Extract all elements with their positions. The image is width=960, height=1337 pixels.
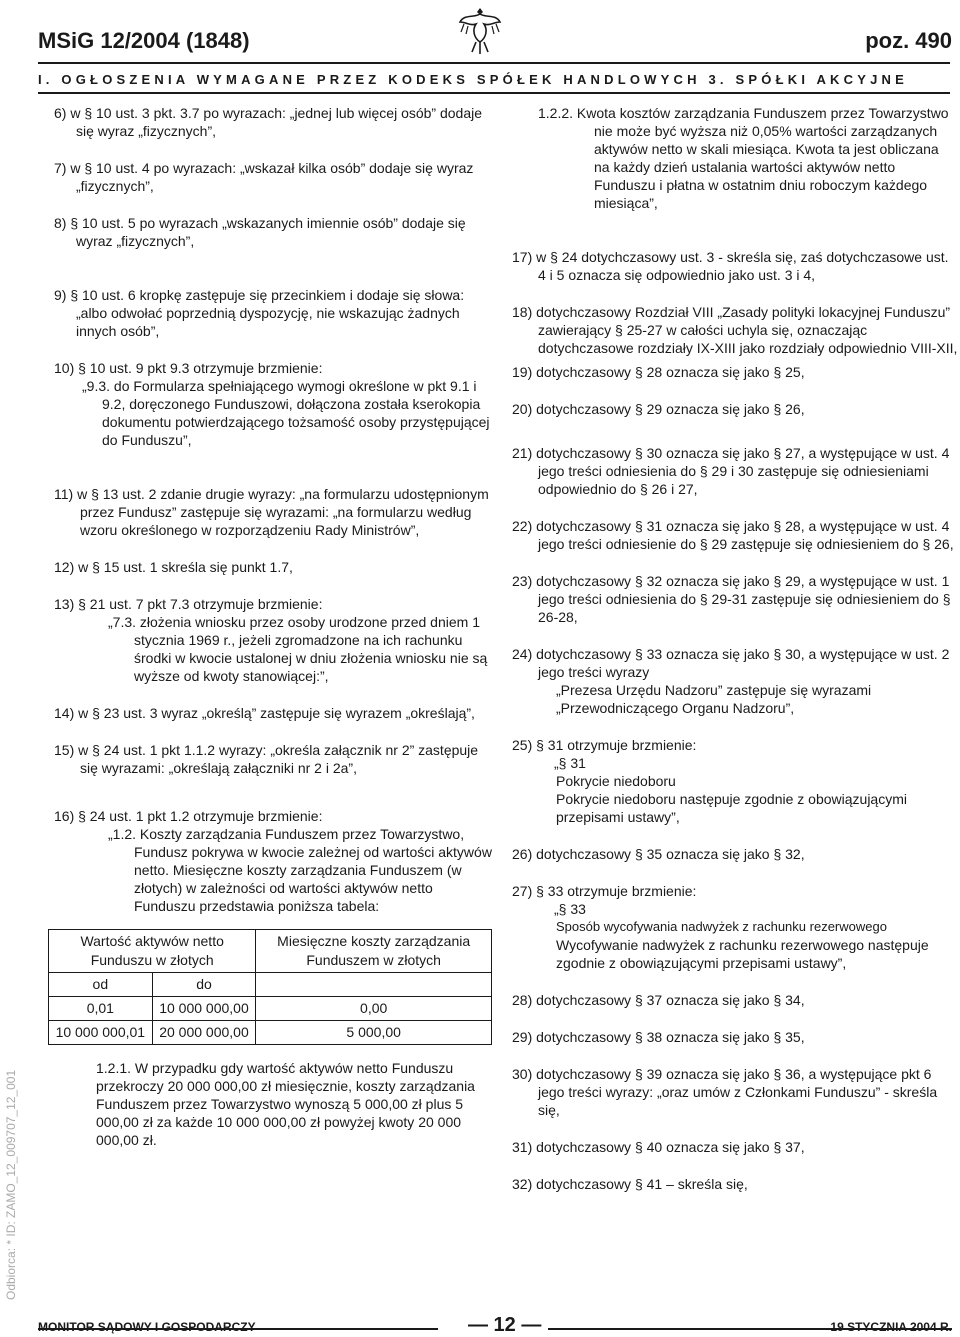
item-27-body: Wycofywanie nadwyżek z rachunku rezerwowego następuje zgodnie z obowiązującymi przepisami ustawy”, <box>556 937 929 971</box>
item-25-body: Pokrycie niedoboru następuje zgodnie z obowiązującymi przepisami ustawy”, <box>556 791 907 825</box>
item-28: 28) dotychczasowy § 37 oznacza się jako § 34, <box>512 992 805 1008</box>
left-column <box>54 104 498 1149</box>
item-13-quote: „7.3. złożenia wniosku przez osoby urodzone przed dniem 1 stycznia 1969 r., jeżeli zgromadzone na ich rachunku środki w kwocie ustalonej w dniu złożenia wniosku nie są wyższe od kwoty stanowiącej:”, <box>108 614 488 684</box>
table-cell: 20 000 000,00 <box>152 1021 256 1045</box>
item-25-title: Pokrycie niedoboru <box>556 773 676 789</box>
item-24-b: „Przewodniczącego Organu Nadzoru”, <box>556 700 795 716</box>
section-title: I. OGŁOSZENIA WYMAGANE PRZEZ KODEKS SPÓŁEK HANDLOWYCH 3. SPÓŁKI AKCYJNE <box>38 72 908 87</box>
table-cell: 0,01 <box>49 997 153 1021</box>
footer-publication: MONITOR SĄDOWY I GOSPODARCZY <box>38 1320 256 1334</box>
item-7: 7) w § 10 ust. 4 po wyrazach: „wskazał kilka osób” dodaje się wyraz „fizycznych”, <box>54 160 474 194</box>
footer-date: 19 STYCZNIA 2004 R. <box>830 1320 952 1334</box>
page-number: — 12 — <box>468 1314 542 1336</box>
item-9: 9) § 10 ust. 6 kropkę zastępuje się przecinkiem i dodaje się słowa: „albo odwołać poprzednią dyspozycję, nie wskazując żadnych innych osób”, <box>54 287 465 339</box>
item-16: 16) § 24 ust. 1 pkt 1.2 otrzymuje brzmienie: <box>54 808 323 824</box>
table-cell: 10 000 000,01 <box>49 1021 153 1045</box>
table-row <box>49 997 492 1021</box>
item-20: 20) dotychczasowy § 29 oznacza się jako § 26, <box>512 401 805 417</box>
item-1-2-1: 1.2.1. W przypadku gdy wartość aktywów netto Funduszu przekroczy 20 000 000,00 zł miesięcznie, koszty zarządzania Funduszem przez Towarzystwo wynoszą 5 000,00 zł plus 5 000,00 zł za każde 10 000 000,00 zł powyżej kwoty 20 000 000,00 zł. <box>96 1060 475 1148</box>
item-31: 31) dotychczasowy § 40 oznacza się jako § 37, <box>512 1139 805 1155</box>
item-13: 13) § 21 ust. 7 pkt 7.3 otrzymuje brzmienie: <box>54 596 323 612</box>
table-header-from: od <box>49 973 153 997</box>
item-29: 29) dotychczasowy § 38 oznacza się jako § 35, <box>512 1029 805 1045</box>
item-10: 10) § 10 ust. 9 pkt 9.3 otrzymuje brzmienie: <box>54 360 323 376</box>
table-cell: 10 000 000,00 <box>152 997 256 1021</box>
cost-table <box>48 929 492 1045</box>
item-26: 26) dotychczasowy § 35 oznacza się jako § 32, <box>512 846 805 862</box>
section-rule <box>38 92 950 94</box>
item-19: 19) dotychczasowy § 28 oznacza się jako § 25, <box>512 364 805 380</box>
item-27-title: Sposób wycofywania nadwyżek z rachunku rezerwowego <box>556 919 887 934</box>
item-27: 27) § 33 otrzymuje brzmienie: <box>512 883 697 899</box>
item-25: 25) § 31 otrzymuje brzmienie: <box>512 737 697 753</box>
item-30: 30) dotychczasowy § 39 oznacza się jako § 36, a występujące pkt 6 jego treści wyrazy: „oraz umów z Członkami Funduszu” - skreśla się, <box>512 1066 938 1118</box>
item-16-quote: „1.2. Koszty zarządzania Funduszem przez Towarzystwo, Fundusz pokrywa w kwocie zależnej od wartości aktywów netto. Miesięczne koszty zarządzania Funduszem (w złotych) w zależności od wartości aktywów netto Funduszu przedstawia poniższa tabela: <box>108 826 492 914</box>
table-empty-cell <box>256 973 492 997</box>
right-column <box>512 104 958 1193</box>
item-32: 32) dotychczasowy § 41 – skreśla się, <box>512 1176 748 1192</box>
table-cell: 5 000,00 <box>256 1021 492 1045</box>
item-24-a: „Prezesa Urzędu Nadzoru” zastępuje się wyrazami <box>556 682 872 698</box>
item-8: 8) § 10 ust. 5 po wyrazach „wskazanych imiennie osób” dodaje się wyraz „fizycznych”, <box>54 215 466 249</box>
item-14: 14) w § 23 ust. 3 wyraz „określą” zastępuje się wyrazem „określają”, <box>54 705 475 721</box>
table-header-costs: Miesięczne koszty zarządzania Funduszem w złotych <box>256 930 492 973</box>
header-rule <box>38 62 950 64</box>
table-row <box>49 1021 492 1045</box>
item-10-quote: „9.3. do Formularza spełniającego wymogi określone w pkt 9.1 i 9.2, doręczonego Funduszowi, dołączona została kserokopia dokumentu potwierdzającego tożsamość osoby przystępującej do Funduszu”, <box>82 378 490 448</box>
header-left: MSiG 12/2004 (1848) <box>38 28 250 53</box>
recipient-watermark: Odbiorca: * ID: ZAMO_12_009707_12_001 <box>4 1069 18 1300</box>
item-25-section: „§ 31 <box>554 755 586 771</box>
item-1-2-2: 1.2.2. Kwota kosztów zarządzania Funduszem przez Towarzystwo nie może być wyższa niż 0,05% wartości zarządzanych aktywów netto w skali miesiąca. Kwota ta jest obliczana na każdy dzień ustalania wartości aktywów netto Funduszu i płatna w ostatnim dniu roboczym każdego miesiąca”, <box>538 105 949 211</box>
item-12: 12) w § 15 ust. 1 skreśla się punkt 1.7, <box>54 559 293 575</box>
item-24: 24) dotychczasowy § 33 oznacza się jako § 30, a występujące w ust. 2 jego treści wyrazy <box>512 646 950 680</box>
item-23: 23) dotychczasowy § 32 oznacza się jako § 29, a występujące w ust. 1 jego treści odniesienia do § 29-31 zastępuje się odniesieniem do § 26-28, <box>512 573 951 625</box>
item-6: 6) w § 10 ust. 3 pkt. 3.7 po wyrazach: „jednej lub więcej osób” dodaje się wyraz „fizycznych”, <box>54 105 483 139</box>
item-17: 17) w § 24 dotychczasowy ust. 3 - skreśla się, zaś dotychczasowe ust. 4 i 5 oznacza się odpowiednio jako ust. 3 i 4, <box>512 249 949 283</box>
item-22: 22) dotychczasowy § 31 oznacza się jako § 28, a występujące w ust. 4 jego treści odniesienie do § 29 zastępuje się odniesieniem do § 26, <box>512 518 954 552</box>
item-27-section: „§ 33 <box>554 901 586 917</box>
item-11: 11) w § 13 ust. 2 zdanie drugie wyrazy: „na formularzu udostępnionym przez Fundusz” zastępuje się wyrazami: „na formularzu według wzoru określonego w rozporządzeniu Rady Ministrów”, <box>54 486 489 538</box>
table-header-to: do <box>152 973 256 997</box>
item-18: 18) dotychczasowy Rozdział VIII „Zasady polityki lokacyjnej Funduszu” zawierający § 25-27 w całości uchyla się, oznaczając dotychczasowe rozdziały IX-XIII jako rozdziały odpowiednio VIII-XII, <box>512 304 958 356</box>
table-header-assets: Wartość aktywów netto Funduszu w złotych <box>49 930 256 973</box>
table-cell: 0,00 <box>256 997 492 1021</box>
item-15: 15) w § 24 ust. 1 pkt 1.1.2 wyrazy: „określa załącznik nr 2” zastępuje się wyrazami: „określają załączniki nr 2 i 2a”, <box>54 742 479 776</box>
polish-eagle-emblem <box>456 4 504 56</box>
header-right: poz. 490 <box>865 28 952 53</box>
item-21: 21) dotychczasowy § 30 oznacza się jako § 27, a występujące w ust. 4 jego treści odniesienia do § 29 i 30 zastępuje się odniesieniami odpowiednio do § 26 i 27, <box>512 445 950 497</box>
